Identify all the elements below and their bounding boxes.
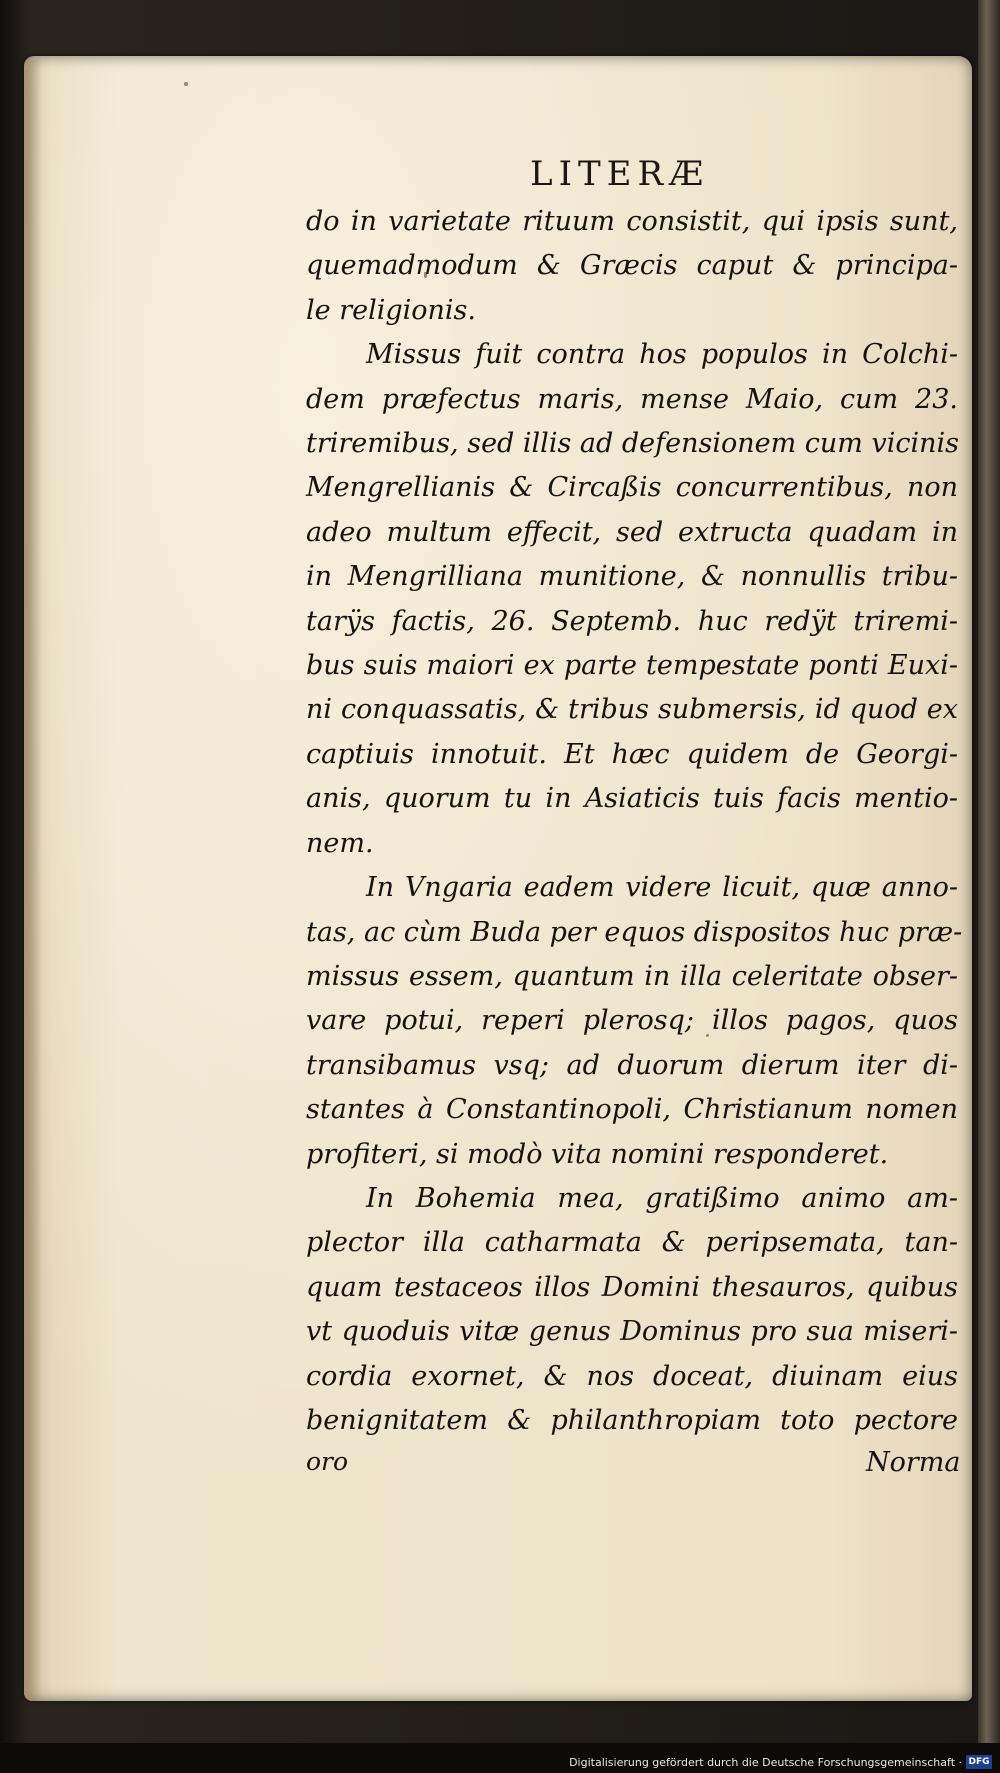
catchword: Norma: [866, 1447, 961, 1478]
text-line: adeo multum effecit, sed extructa quadam in: [306, 516, 958, 548]
dfg-logo-icon: DFG: [966, 1755, 992, 1769]
page-gutter-shadow: [24, 60, 42, 1700]
text-line: vare potui, reperi plerosq; illos pagos, quos: [306, 1005, 958, 1037]
running-head: LITERÆ: [530, 154, 710, 194]
text-line: nem.: [306, 827, 374, 859]
text-line: In Vngaria eadem videre licuit, quæ anno-: [366, 872, 958, 904]
text-line: ni conquassatis, & tribus submersis, id quod ex: [306, 694, 958, 726]
text-line: stantes à Constantinopoli, Christianum nomen: [306, 1094, 958, 1126]
text-line: in Mengrilliana munitione, & nonnullis tribu-: [306, 561, 958, 593]
text-line: cordia exornet, & nos doceat, diuinam eius: [306, 1360, 958, 1392]
text-line: dem præfectus maris, mense Maio, cum 23.: [306, 383, 958, 415]
body-text: [306, 200, 963, 1443]
text-line: quam testaceos illos Domini thesauros, quibus: [306, 1271, 958, 1303]
text-line: plector illa catharmata & peripsemata, tan-: [306, 1227, 958, 1259]
text-line: In Bohemia mea, gratißimo animo am-: [366, 1182, 958, 1214]
text-line: tarÿs factis, 26. Septemb. huc redÿt triremi-: [306, 605, 958, 637]
text-line: vt quoduis vitæ genus Dominus pro sua miseri-: [306, 1316, 958, 1348]
text-line: benignitatem & philanthropiam toto pectore: [306, 1404, 958, 1436]
text-line: do in varietate rituum consistit, qui ipsis sunt,: [306, 206, 958, 237]
text-line: tas, ac cùm Buda per equos dispositos huc præ-: [306, 916, 963, 948]
text-line: missus essem, quantum in illa celeritate obser-: [306, 960, 958, 992]
text-line: quemadmodum & Græcis caput & principa-: [306, 250, 958, 282]
text-line: bus suis maiori ex parte tempestate ponti Euxi-: [306, 650, 958, 682]
text-line: transibamus vsq; ad duorum dierum iter di-: [306, 1049, 958, 1081]
text-line: Mengrellianis & Circaßis concurrentibus, non: [306, 472, 958, 504]
funding-credit: Digitalisierung gefördert durch die Deutsche Forschungsgemeinschaft ·: [569, 1756, 962, 1769]
text-line: le religionis.: [306, 294, 476, 326]
text-line: anis, quorum tu in Asiaticis tuis facis mentio-: [306, 783, 958, 815]
text-line: Missus fuit contra hos populos in Colchi-: [366, 339, 958, 371]
ink-speck: [184, 82, 188, 86]
text-line: profiteri, si modò vita nomini responderet.: [306, 1138, 889, 1170]
continuation-word: oro: [306, 1447, 349, 1476]
book-edge: [978, 0, 1000, 1773]
text-line: captiuis innotuit. Et hæc quidem de Georgi-: [306, 738, 958, 770]
text-line: triremibus, sed illis ad defensionem cum vicinis: [306, 428, 959, 460]
